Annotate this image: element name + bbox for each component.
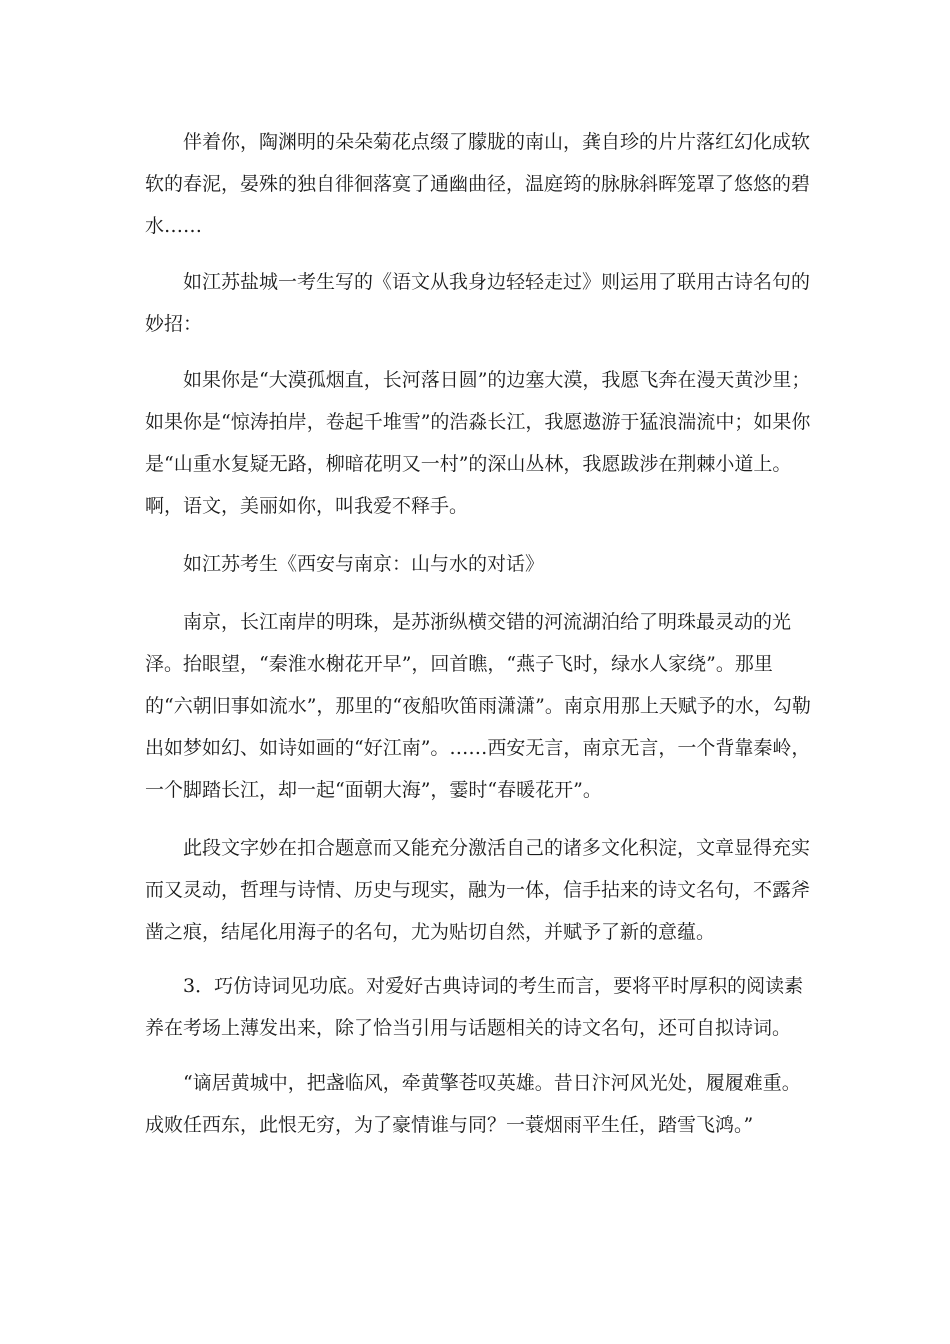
paragraph-if-you-are: 如果你是“大漠孤烟直，长河落日圆”的边塞大漠，我愿飞奔在漫天黄沙里；如果你是“惊涛拍岸，卷起千堆雪”的浩淼长江，我愿遨游于猛浪湍流中；如果你是“山重水复疑无路，柳暗花明又一村”的深山丛林，我愿跋涉在荆棘小道上。啊，语文，美丽如你，叫我爱不释手。 (145, 369, 811, 517)
paragraph-analysis: 此段文字妙在扣合题意而又能充分激活自己的诸多文化积淀，文章显得充实而又灵动，哲理与诗情、历史与现实，融为一体，信手拈来的诗文名句，不露斧凿之痕，结尾化用海子的名句，尤为贴切自然，并赋予了新的意蕴。 (145, 837, 811, 943)
paragraph-imitate-poetry: 3．巧仿诗词见功底。对爱好古典诗词的考生而言，要将平时厚积的阅读素养在考场上薄发出来，除了恰当引用与话题相关的诗文名句，还可自拟诗词。 (145, 975, 804, 1039)
paragraph-nanjing: 南京，长江南岸的明珠，是苏浙纵横交错的河流湖泊给了明珠最灵动的光泽。抬眼望，“秦淮水榭花开早”，回首瞧，“燕子飞时，绿水人家绕”。那里的“六朝旧事如流水”，那里的“夜船吹笛雨潇潇”。南京用那上天赋予的水，勾勒出如梦如幻、如诗如画的“好江南”。……西安无言，南京无言，一个背靠秦岭，一个脚踏长江，却一起“面朝大海”，霎时“春暖花开”。 (145, 611, 811, 801)
paragraph-ci-quote: “谪居黄城中，把盏临风，牵黄擎苍叹英雄。昔日汴河风光处，履履难重。成败任西东，此恨无穷，为了豪情谁与同？一蓑烟雨平生任，踏雪飞鸿。” (145, 1072, 801, 1136)
paragraph-xian-nanjing-title: 如江苏考生《西安与南京：山与水的对话》 (183, 553, 545, 575)
paragraph-yancheng-example: 如江苏盐城一考生写的《语文从我身边轻轻走过》则运用了联用古诗名句的妙招： (145, 271, 811, 335)
paragraph-tao-yuanming: 伴着你，陶渊明的朵朵菊花点缀了朦胧的南山，龚自珍的片片落红幻化成软软的春泥，晏殊的独自徘徊落寞了通幽曲径，温庭筠的脉脉斜晖笼罩了悠悠的碧水…… (145, 131, 811, 237)
